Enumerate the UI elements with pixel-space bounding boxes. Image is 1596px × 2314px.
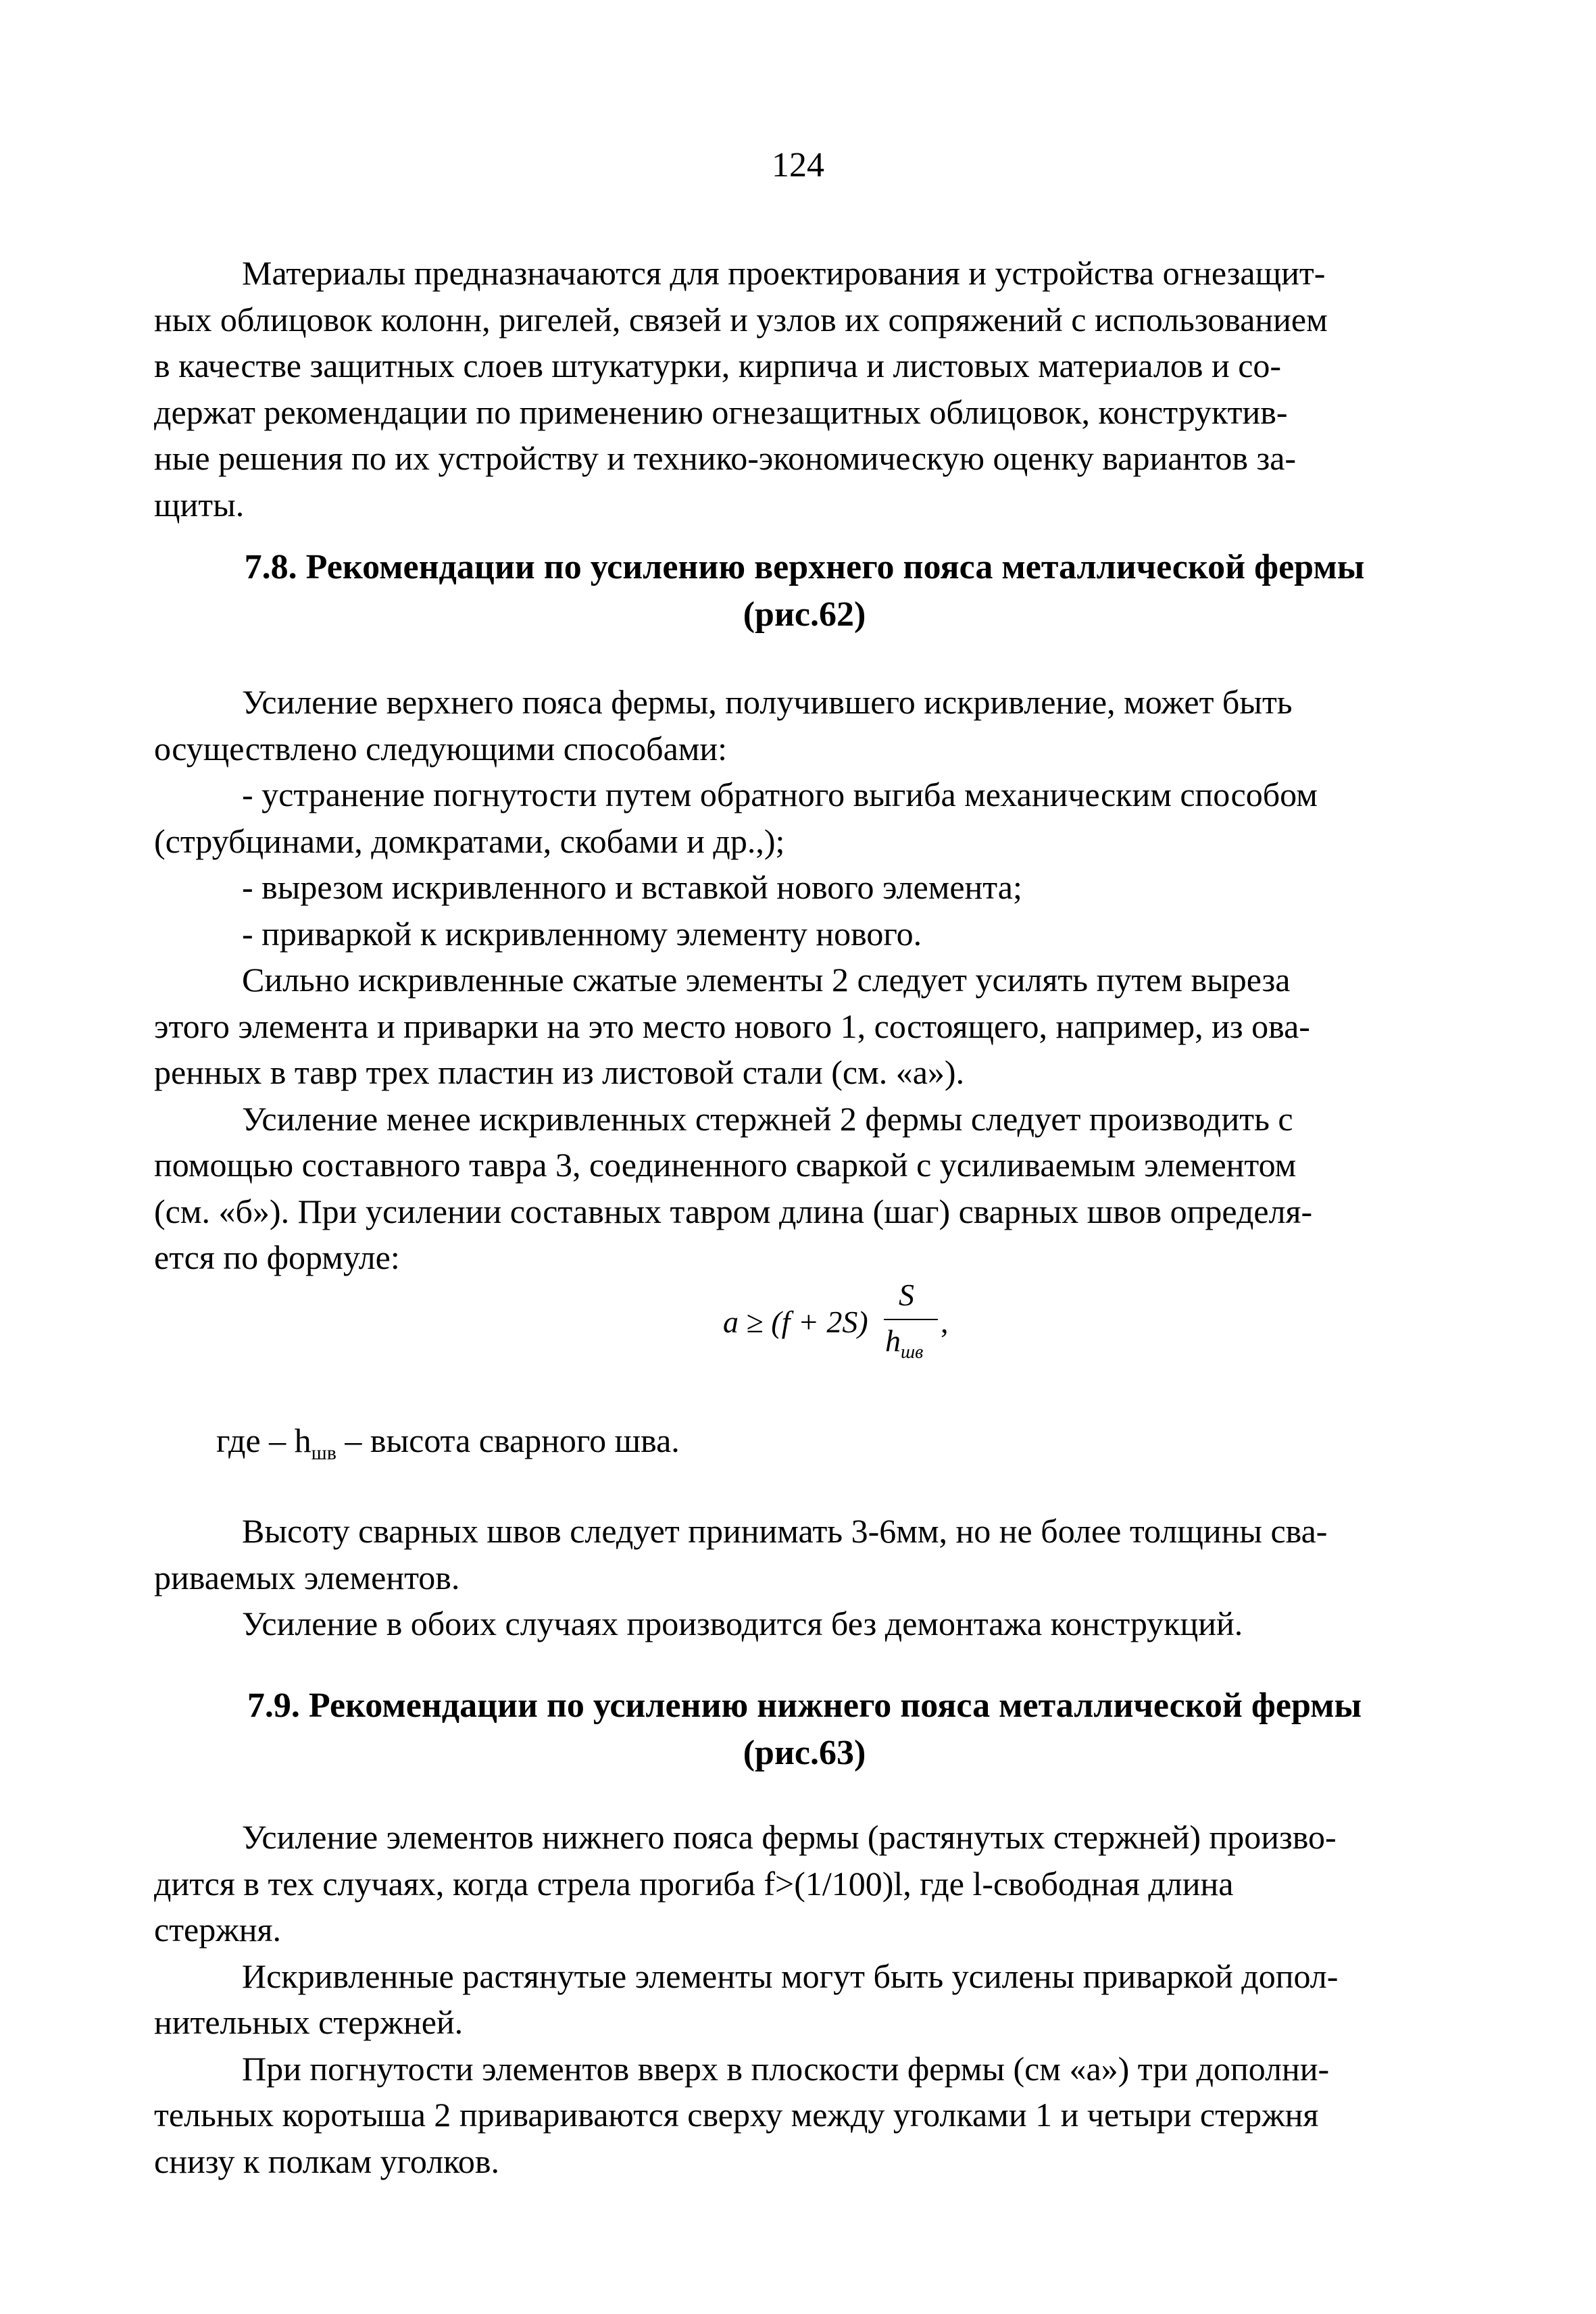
formula-denominator: $h_{шв}$ (885, 1324, 924, 1363)
section-7-8-body (154, 679, 1455, 1281)
text-line: в качестве защитных слоев штукатурки, кирпича и листовых материалов и со- (154, 347, 1282, 384)
formula-numerator: S (899, 1278, 914, 1312)
fraction-bar (884, 1319, 938, 1320)
formula-lhs: a ≥ (f + 2S) (723, 1305, 868, 1339)
heading-line: (рис.63) (743, 1734, 866, 1772)
text-line: держат рекомендации по применению огнезащитных облицовок, конструктив- (154, 393, 1288, 431)
text-line: ные решения по их устройству и технико-экономическую оценку вариантов за- (154, 439, 1297, 477)
section-7-9-body (154, 1814, 1455, 2184)
formula-where-line: где – $h_{шв}$ – высота сварного шва. (216, 1422, 680, 1464)
formula-comma: , (941, 1305, 949, 1339)
text-line: ных облицовок колонн, ригелей, связей и узлов их сопряжений с использованием (154, 300, 1328, 338)
text-line: нительных стержней. (154, 2003, 464, 2041)
text-line: Усиление элементов нижнего пояса фермы (растянутых стержней) произво- (242, 1818, 1337, 1856)
section-7-9-heading (154, 1682, 1455, 1777)
text-line: стержня. (154, 1911, 282, 1948)
text-line: - устранение погнутости путем обратного выгиба механическим способом (242, 776, 1318, 813)
text-line: ренных в тавр трех пластин из листовой стали (см. «а»). (154, 1053, 965, 1091)
text-line: - приваркой к искривленному элементу нового. (242, 914, 922, 953)
weld-pitch-formula (703, 1277, 973, 1378)
text-line: щиты. (154, 485, 245, 524)
text-line: (см. «б»). При усилении составных тавром длина (шаг) сварных швов определя- (154, 1192, 1313, 1230)
text-line: При погнутости элементов вверх в плоскости фермы (см «а») три дополни- (242, 2049, 1330, 2088)
text-line: осуществлено следующими способами: (154, 729, 728, 768)
page-number: 124 (772, 146, 824, 184)
text-line: риваемых элементов. (154, 1558, 460, 1596)
text-line: Материалы предназначаются для проектирования и устройства огнезащит- (242, 254, 1326, 292)
text-line: - вырезом искривленного и вставкой нового элемента; (242, 868, 1022, 906)
text-line: Сильно искривленные сжатые элементы 2 следует усилять путем выреза (242, 961, 1291, 999)
intro-paragraph (154, 250, 1455, 528)
text-line: Усиление верхнего пояса фермы, получившего искривление, может быть (242, 683, 1293, 721)
heading-line: (рис.62) (743, 595, 866, 634)
text-line: тельных коротыша 2 привариваются сверху между уголками 1 и четыри стержня (154, 2096, 1319, 2134)
text-line: этого элемента и приварки на это место нового 1, состоящего, например, из ова- (154, 1007, 1310, 1045)
heading-line: 7.8. Рекомендации по усилению верхнего пояса металлической фермы (244, 548, 1365, 586)
text-line: дится в тех случаях, когда стрела прогиба f>(1/100)l, где l-свободная длина (154, 1864, 1234, 1903)
text-line: (струбцинами, домкратами, скобами и др.,); (154, 822, 785, 860)
section-7-8-heading (154, 544, 1455, 638)
text-line: Высоту сварных швов следует принимать 3-6мм, но не более толщины сва- (242, 1512, 1328, 1550)
text-line: ется по формуле: (154, 1238, 400, 1276)
text-line: Усиление менее искривленных стержней 2 фермы следует производить с (242, 1099, 1293, 1138)
text-line: снизу к полкам уголков. (154, 2142, 500, 2180)
text-line: Усиление в обоих случаях производится без демонтажа конструкций. (242, 1605, 1243, 1642)
text-line: помощью составного тавра 3, соединенного сваркой с усиливаемым элементом (154, 1146, 1297, 1184)
section-7-8-after (154, 1508, 1455, 1647)
heading-line: 7.9. Рекомендации по усилению нижнего пояса металлической фермы (247, 1686, 1362, 1725)
text-line: Искривленные растянутые элементы могут быть усилены приваркой допол- (242, 1957, 1339, 1995)
